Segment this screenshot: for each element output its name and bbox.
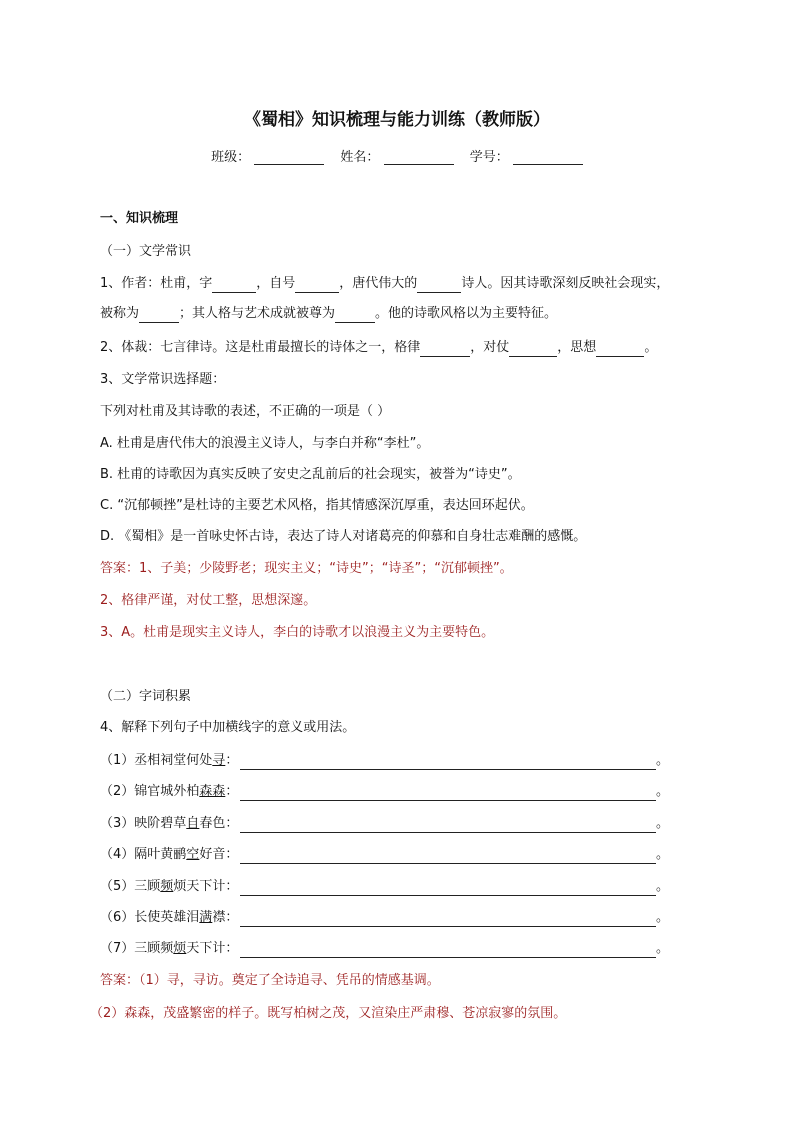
subsection-heading-1: （一）文学常识 bbox=[100, 244, 192, 259]
id-field[interactable] bbox=[470, 146, 583, 165]
vocab-item-key: 烦 bbox=[173, 941, 187, 956]
q2-text-a: 2、体裁：七言律诗。这是杜甫最擅长的诗体之一，格律 bbox=[100, 340, 421, 355]
vocab-answer-blank[interactable] bbox=[240, 786, 656, 801]
vocab-item-period: 。 bbox=[656, 847, 670, 862]
question-1-line-1 bbox=[100, 275, 669, 293]
vocab-item-suffix: ： bbox=[225, 753, 239, 768]
vocab-item-prefix: 丞相祠堂何处 bbox=[134, 753, 213, 768]
vocab-item-suffix: 春色： bbox=[199, 816, 239, 831]
vocab-item-suffix: 襟： bbox=[212, 910, 239, 925]
answer-2-line-2: （2）森森，茂盛繁密的样子。既写柏树之茂，又渲染庄严肃穆、苍凉寂寥的氛围。 bbox=[90, 1006, 567, 1021]
name-blank[interactable] bbox=[384, 151, 454, 165]
vocab-item-number: （2） bbox=[100, 784, 135, 799]
name-field[interactable] bbox=[340, 146, 453, 165]
name-label: 姓名： bbox=[340, 150, 380, 165]
q1-text-f: ；其人格与艺术成就被尊为 bbox=[179, 306, 336, 321]
vocab-item-prefix: 长使英雄泪 bbox=[134, 910, 200, 925]
subsection-heading-2: （二）字词积累 bbox=[100, 689, 192, 704]
vocab-item-suffix: 烦天下计： bbox=[173, 879, 239, 894]
vocab-item-3 bbox=[100, 815, 669, 833]
vocab-item-1 bbox=[100, 752, 669, 770]
q1-text-d: 诗人。因其诗歌深刻反映社会现实， bbox=[461, 276, 670, 291]
vocab-item-number: （5） bbox=[100, 879, 135, 894]
vocab-item-period: 。 bbox=[656, 941, 670, 956]
question-2 bbox=[100, 339, 657, 357]
option-b: B. 杜甫的诗歌因为真实反映了安史之乱前后的社会现实，被誉为“诗史”。 bbox=[100, 467, 521, 482]
q1-blank-2[interactable] bbox=[295, 279, 339, 293]
vocab-item-prefix: 映阶碧草 bbox=[134, 816, 187, 831]
q1-text-c: ，唐代伟大的 bbox=[339, 276, 418, 291]
vocab-item-key: 寻 bbox=[212, 753, 226, 768]
vocab-item-number: （7） bbox=[100, 941, 135, 956]
vocab-item-suffix: 天下计： bbox=[186, 941, 239, 956]
vocab-item-period: 。 bbox=[656, 910, 670, 925]
vocab-answer-blank[interactable] bbox=[240, 912, 656, 927]
vocab-item-5 bbox=[100, 878, 669, 896]
vocab-item-prefix: 隔叶黄鹂 bbox=[134, 847, 187, 862]
q1-blank-4[interactable] bbox=[139, 309, 179, 323]
q2-text-d: 。 bbox=[644, 340, 658, 355]
question-4: 4、解释下列句子中加横线字的意义或用法。 bbox=[100, 720, 356, 735]
vocab-answer-blank[interactable] bbox=[240, 755, 656, 770]
vocab-item-period: 。 bbox=[656, 879, 670, 894]
vocab-item-number: （3） bbox=[100, 816, 135, 831]
vocab-item-key: 频 bbox=[160, 879, 174, 894]
q1-text-g: 。他的诗歌风格以为主要特征。 bbox=[375, 306, 558, 321]
vocab-item-number: （1） bbox=[100, 753, 135, 768]
answer-2-line-1: 答案：（1）寻，寻访。奠定了全诗追寻、凭吊的情感基调。 bbox=[100, 973, 440, 988]
class-blank[interactable] bbox=[254, 151, 324, 165]
question-3: 3、文学常识选择题： bbox=[100, 372, 226, 387]
q2-text-c: ，思想 bbox=[557, 340, 597, 355]
vocab-item-2 bbox=[100, 783, 669, 801]
vocab-item-number: （6） bbox=[100, 910, 135, 925]
vocab-item-prefix: 三顾 bbox=[134, 879, 161, 894]
q2-blank-2[interactable] bbox=[509, 343, 557, 357]
class-label: 班级： bbox=[211, 150, 251, 165]
class-field[interactable] bbox=[211, 146, 324, 165]
vocab-item-suffix: 好音： bbox=[199, 847, 239, 862]
vocab-item-prefix: 三顾频 bbox=[134, 941, 174, 956]
vocab-answer-blank[interactable] bbox=[240, 849, 656, 864]
q2-blank-3[interactable] bbox=[596, 343, 644, 357]
q2-text-b: ，对仗 bbox=[470, 340, 510, 355]
vocab-item-key: 空 bbox=[186, 847, 200, 862]
vocab-item-4 bbox=[100, 846, 669, 864]
q1-blank-3[interactable] bbox=[417, 279, 461, 293]
vocab-answer-blank[interactable] bbox=[240, 943, 656, 958]
q1-text-b: ，自号 bbox=[256, 276, 296, 291]
id-label: 学号： bbox=[469, 150, 509, 165]
vocab-item-period: 。 bbox=[656, 753, 670, 768]
option-a: A. 杜甫是唐代伟大的浪漫主义诗人，与李白并称“李杜”。 bbox=[100, 436, 430, 451]
vocab-item-key: 满 bbox=[199, 910, 213, 925]
vocab-answer-blank[interactable] bbox=[240, 818, 656, 833]
answer-1-line-1: 答案：1、子美；少陵野老；现实主义；“诗史”；“诗圣”；“沉郁顿挫”。 bbox=[100, 561, 513, 576]
id-blank[interactable] bbox=[513, 151, 583, 165]
vocab-item-key: 森森 bbox=[199, 784, 226, 799]
vocab-answer-blank[interactable] bbox=[240, 881, 656, 896]
q1-blank-5[interactable] bbox=[335, 309, 375, 323]
answer-1-line-2: 2、格律严谨，对仗工整，思想深邃。 bbox=[100, 593, 317, 608]
question-3-stem: 下列对杜甫及其诗歌的表述，不正确的一项是（ ） bbox=[100, 404, 391, 419]
vocab-item-number: （4） bbox=[100, 847, 135, 862]
vocab-item-6 bbox=[100, 909, 669, 927]
section-heading-1: 一、知识梳理 bbox=[100, 211, 179, 226]
vocab-item-7 bbox=[100, 940, 669, 958]
answer-1-line-3: 3、A。杜甫是现实主义诗人，李白的诗歌才以浪漫主义为主要特色。 bbox=[100, 625, 495, 640]
q2-blank-1[interactable] bbox=[420, 343, 470, 357]
student-info-row bbox=[0, 146, 794, 165]
q1-text-a: 1、作者：杜甫，字 bbox=[100, 276, 213, 291]
vocab-item-key: 自 bbox=[186, 816, 200, 831]
vocab-item-period: 。 bbox=[656, 816, 670, 831]
option-d: D. 《蜀相》是一首咏史怀古诗，表达了诗人对诸葛亮的仰慕和自身壮志难酬的感慨。 bbox=[100, 529, 587, 544]
question-1-line-2 bbox=[100, 305, 557, 323]
q1-text-e: 被称为 bbox=[100, 306, 140, 321]
q1-blank-1[interactable] bbox=[212, 279, 256, 293]
vocab-item-prefix: 锦官城外柏 bbox=[134, 784, 200, 799]
option-c: C. “沉郁顿挫”是杜诗的主要艺术风格，指其情感深沉厚重，表达回环起伏。 bbox=[100, 498, 534, 513]
vocab-item-period: 。 bbox=[656, 784, 670, 799]
doc-title: 《蜀相》知识梳理与能力训练（教师版） bbox=[244, 110, 550, 130]
vocab-item-suffix: ： bbox=[225, 784, 239, 799]
